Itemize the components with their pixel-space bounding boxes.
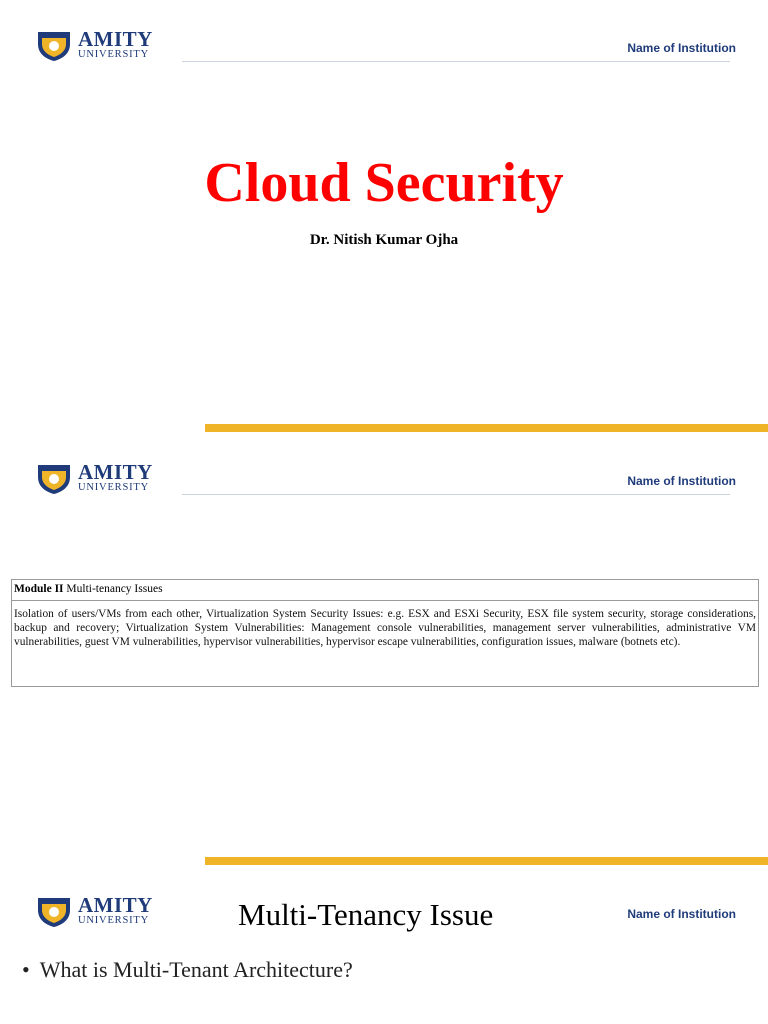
header-rule	[182, 494, 730, 495]
author-name: Dr. Nitish Kumar Ojha	[309, 232, 459, 248]
module-label: Module II	[14, 583, 64, 595]
bullet-dot-icon: •	[22, 957, 30, 982]
bullet-text: What is Multi-Tenant Architecture?	[39, 957, 353, 982]
logo-wordmark: AMITY	[78, 27, 153, 51]
syllabus-header	[12, 580, 758, 601]
slide-title: Multi-Tenancy Issue	[238, 897, 494, 932]
amity-logo	[36, 894, 168, 930]
amity-logo	[36, 28, 168, 64]
module-title: Multi-tenancy Issues	[66, 583, 163, 595]
slide-1	[0, 0, 768, 433]
footer-bar	[205, 424, 768, 432]
shield-icon	[36, 896, 72, 928]
syllabus-table	[11, 579, 759, 687]
institution-name: Name of Institution	[627, 907, 736, 921]
logo-subtitle: UNIVERSITY	[78, 915, 149, 926]
institution-name: Name of Institution	[627, 474, 736, 488]
footer-bar	[205, 857, 768, 865]
slide-title: Cloud Security	[204, 152, 564, 214]
logo-wordmark: AMITY	[78, 893, 153, 917]
bullet-item	[22, 956, 353, 984]
logo-subtitle: UNIVERSITY	[78, 482, 149, 493]
amity-logo	[36, 461, 168, 497]
logo-subtitle: UNIVERSITY	[78, 49, 149, 60]
syllabus-body: Isolation of users/VMs from each other, Virtualization System Security Issues: e.g. ESX and ESXi Security, ESX file system security, storage considerations, backup and recovery; Virtualization System Vulnerabilities: Management console vulnerabilities, management server vulnerabilities, administrative VM vulnerabilities, guest VM vulnerabilities, hypervisor vulnerabilities, hypervisor escape vulnerabilities, configuration issues, malware (botnets etc).	[14, 608, 756, 648]
slide-3	[0, 866, 768, 1024]
header-rule	[182, 61, 730, 62]
logo-wordmark: AMITY	[78, 460, 153, 484]
slide-2	[0, 433, 768, 866]
institution-name: Name of Institution	[627, 41, 736, 55]
shield-icon	[36, 463, 72, 495]
shield-icon	[36, 30, 72, 62]
